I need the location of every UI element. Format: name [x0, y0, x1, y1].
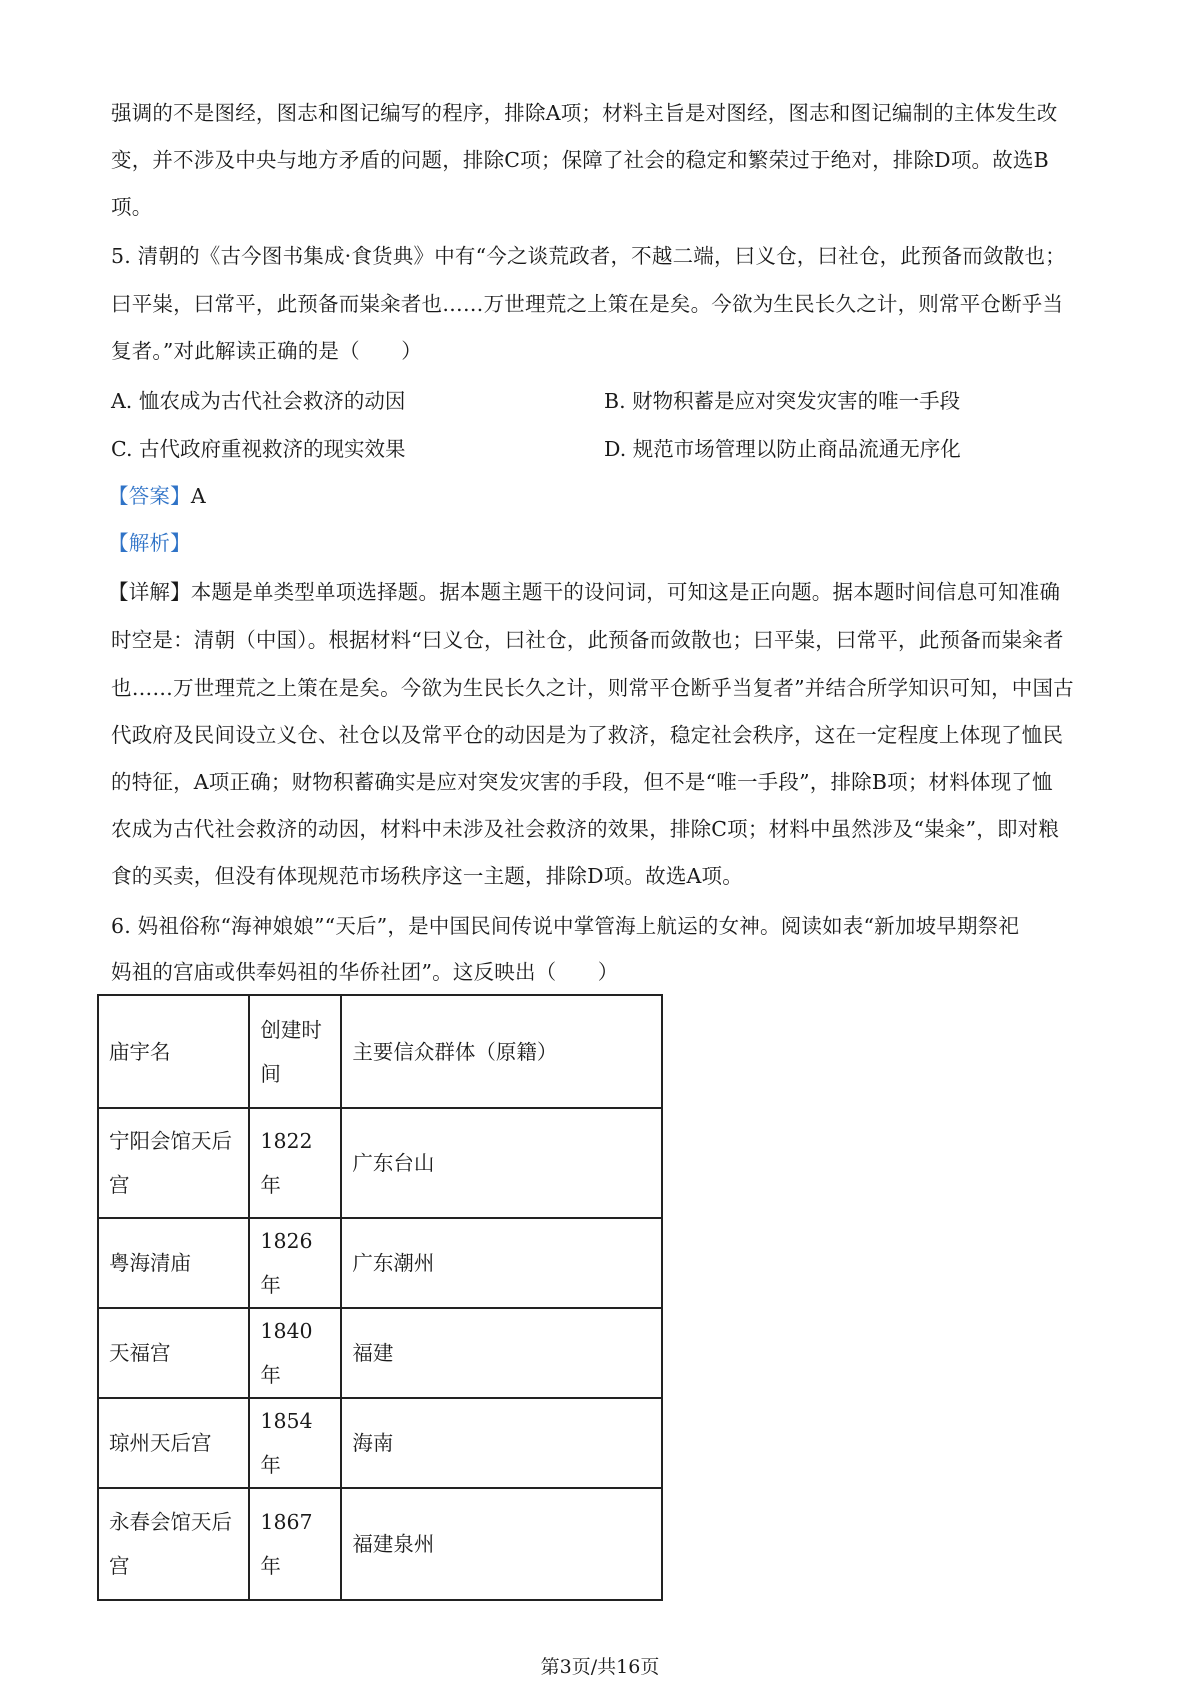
table-cell: 海南: [341, 1398, 662, 1488]
table-header-row: [98, 995, 662, 1108]
temple-table: [97, 994, 663, 1601]
detail-line: 时空是：清朝（中国）。根据材料“曰义仓，曰社仓，此预备而敛散也；曰平粜，曰常平，此预备而粜籴者: [111, 628, 1064, 652]
header-cell: 主要信众群体（原籍）: [341, 995, 662, 1108]
text-line: 项。: [111, 195, 153, 219]
option-b: B. 财物积蓄是应对突发灾害的唯一手段: [604, 389, 961, 413]
table-cell: 福建泉州: [341, 1488, 662, 1600]
text-line: 强调的不是图经，图志和图记编写的程序，排除A项；材料主旨是对图经，图志和图记编制的主体发生改: [111, 101, 1058, 125]
table-cell: 粤海清庙: [98, 1218, 249, 1308]
question-stem-line: 妈祖的宫庙或供奉妈祖的华侨社团”。这反映出（ ）: [111, 960, 619, 984]
detail-line: 【详解】本题是单类型单项选择题。据本题主题干的设问词，可知这是正向题。据本题时间信息可知准确: [108, 580, 1061, 604]
table-row: [98, 1308, 662, 1398]
detail-line: 的特征，A项正确；财物积蓄确实是应对突发灾害的手段，但不是“唯一手段”，排除B项；材料体现了恤: [111, 770, 1053, 794]
table-cell: 福建: [341, 1308, 662, 1398]
header-cell: 创建时间: [249, 995, 341, 1108]
option-a: A. 恤农成为古代社会救济的动因: [111, 389, 406, 413]
question-stem-line: 复者。”对此解读正确的是（ ）: [111, 339, 422, 363]
table-row: [98, 1218, 662, 1308]
detail-line: 农成为古代社会救济的动因，材料中未涉及社会救济的效果，排除C项；材料中虽然涉及“粜籴”，即对粮: [111, 817, 1060, 841]
text-line: 变，并不涉及中央与地方矛盾的问题，排除C项；保障了社会的稳定和繁荣过于绝对，排除D项。故选B: [111, 148, 1049, 172]
table-cell: 1822年: [249, 1108, 341, 1218]
question-stem-line: 6. 妈祖俗称“海神娘娘”“天后”，是中国民间传说中掌管海上航运的女神。阅读如表“新加坡早期祭祀: [111, 914, 1020, 938]
table-cell: 广东潮州: [341, 1218, 662, 1308]
table-cell: 1867年: [249, 1488, 341, 1600]
detail-line: 也……万世理荒之上策在是矣。今欲为生民长久之计，则常平仓断乎当复者”并结合所学知识可知，中国古: [111, 676, 1074, 700]
page-number: 第3页/共16页: [540, 1656, 660, 1678]
detail-line: 食的买卖，但没有体现规范市场秩序这一主题，排除D项。故选A项。: [111, 864, 743, 888]
question-stem-line: 5. 清朝的《古今图书集成·食货典》中有“今之谈荒政者，不越二端，曰义仓，曰社仓，此预备而敛散也；: [111, 244, 1066, 268]
table-cell: 宁阳会馆天后宫: [98, 1108, 249, 1218]
detail-line: 代政府及民间设立义仓、社仓以及常平仓的动因是为了救济，稳定社会秩序，这在一定程度上体现了恤民: [111, 723, 1064, 747]
option-d: D. 规范市场管理以防止商品流通无序化: [604, 437, 961, 461]
table-row: [98, 1108, 662, 1218]
table-row: [98, 1488, 662, 1600]
answer-tag: 【答案】: [108, 484, 191, 508]
table-cell: 琼州天后宫: [98, 1398, 249, 1488]
header-cell: 庙宇名: [98, 995, 249, 1108]
answer-value: A: [190, 484, 206, 508]
table-row: [98, 1398, 662, 1488]
table-cell: 1854年: [249, 1398, 341, 1488]
analysis-tag: 【解析】: [108, 531, 191, 555]
analysis-line: [108, 529, 1108, 557]
table-cell: 1826年: [249, 1218, 341, 1308]
option-c: C. 古代政府重视救济的现实效果: [111, 437, 406, 461]
question-stem-line: 曰平粜，曰常平，此预备而粜籴者也……万世理荒之上策在是矣。今欲为生民长久之计，则常平仓断乎当: [111, 292, 1064, 316]
table-cell: 天福宫: [98, 1308, 249, 1398]
table-cell: 广东台山: [341, 1108, 662, 1218]
table-cell: 永春会馆天后宫: [98, 1488, 249, 1600]
table-cell: 1840年: [249, 1308, 341, 1398]
answer-line: [108, 482, 1108, 510]
